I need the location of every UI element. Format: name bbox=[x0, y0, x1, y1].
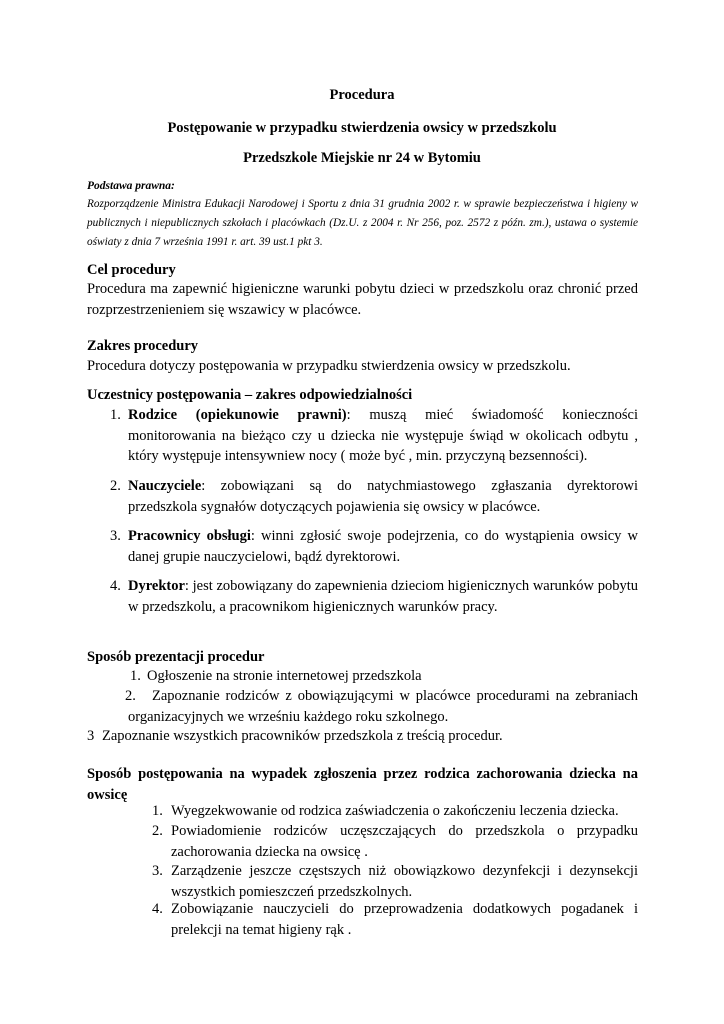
item-description: : jest zobowiązany do zapewnienia dzieciom higienicznych warunków pobytu w przedszkolu, a pracownikom higienicznych warunków pracy. bbox=[128, 578, 638, 615]
participant-item bbox=[110, 526, 638, 567]
goal-text: Procedura ma zapewnić higieniczne warunki pobytu dzieci w przedszkolu oraz chronić przed rozprzestrzenieniem się wszawicy w placówce. bbox=[87, 281, 638, 318]
participant-item bbox=[110, 576, 638, 617]
item-number: 3 bbox=[87, 728, 95, 744]
item-text bbox=[128, 576, 638, 617]
item-text: Zapoznanie wszystkich pracowników przedszkola z treścią procedur. bbox=[102, 728, 503, 744]
goal-title: Cel procedury bbox=[87, 262, 176, 278]
procedure-item bbox=[152, 821, 638, 862]
item-number: 3. bbox=[110, 528, 121, 544]
presentation-item bbox=[130, 666, 638, 687]
scope-text: Procedura dotyczy postępowania w przypadku stwierdzenia owsicy w przedszkolu. bbox=[87, 358, 571, 374]
item-text bbox=[128, 526, 638, 567]
procedure-title: Sposób postępowania na wypadek zgłoszenia przez rodzica zachorowania dziecka na owsicę bbox=[87, 766, 638, 803]
item-text: Zapoznanie rodziców z obowiązującymi w placówce procedurami na zebraniach organizacyjnych we wrześniu każdego roku szkolnego. bbox=[128, 688, 638, 725]
item-number: 3. bbox=[152, 863, 163, 879]
legal-basis-text: Rozporządzenie Ministra Edukacji Narodowej i Sportu z dnia 31 grudnia 2002 r. w sprawie bezpieczeństwa i higieny w publicznych i niepublicznych szkołach i placówkach (Dz.U. z 2004 r. Nr 256, poz. 2572 z późn. zm.), ustawa o systemie oświaty z dnia 7 września 1991 r. art. 39 ust.1 pkt 3. bbox=[87, 198, 638, 248]
participant-item bbox=[110, 476, 638, 517]
procedure-item bbox=[152, 801, 638, 822]
item-number: 1. bbox=[152, 803, 163, 819]
item-text: Wyegzekwowanie od rodzica zaświadczenia o zakończeniu leczenia dziecka. bbox=[171, 803, 619, 819]
item-description: : zobowiązani są do natychmiastowego zgłaszania dyrektorowi przedszkola sygnałów dotyczących pojawienia się owsicy w placówce. bbox=[128, 478, 638, 515]
scope-title: Zakres procedury bbox=[87, 338, 199, 354]
item-number: 4. bbox=[110, 578, 121, 594]
item-number: 2. bbox=[152, 823, 163, 839]
item-label: Rodzice (opiekunowie prawni) bbox=[128, 407, 347, 423]
procedure-item bbox=[152, 899, 638, 940]
item-text bbox=[128, 476, 638, 517]
procedure-item bbox=[152, 861, 638, 902]
document-subtitle: Postępowanie w przypadku stwierdzenia owsicy w przedszkolu bbox=[167, 120, 557, 136]
item-text: Zarządzenie jeszcze częstszych niż obowiązkowo dezynfekcji i dezynsekcji wszystkich pomieszczeń przedszkolnych. bbox=[171, 863, 638, 900]
item-text: Zobowiązanie nauczycieli do przeprowadzenia dodatkowych pogadanek i prelekcji na temat higieny rąk . bbox=[171, 901, 638, 938]
item-description: : muszą mieć świadomość konieczności monitorowania na bieżąco czy u dziecka nie występuje świąd w okolicach odbytu , który występuje intensywniew nocy ( może być , min. przyczyną bezsenności). bbox=[128, 407, 638, 464]
item-number: 4. bbox=[152, 901, 163, 917]
item-description: : winni zgłosić swoje podejrzenia, co do wystąpienia owsicy w danej grupie nauczycielowi, bądź dyrektorowi. bbox=[128, 528, 638, 565]
item-number: 2. bbox=[125, 688, 136, 704]
participant-item bbox=[110, 405, 638, 467]
item-label: Nauczyciele bbox=[128, 478, 202, 494]
presentation-item bbox=[87, 726, 638, 747]
document-title: Procedura bbox=[329, 87, 395, 103]
item-text bbox=[128, 405, 638, 467]
participants-title: Uczestnicy postępowania – zakres odpowiedzialności bbox=[87, 387, 413, 403]
item-number: 2. bbox=[110, 478, 121, 494]
item-number: 1. bbox=[110, 407, 121, 423]
item-text: Ogłoszenie na stronie internetowej przedszkola bbox=[147, 668, 422, 684]
item-label: Dyrektor bbox=[128, 578, 185, 594]
item-text: Powiadomienie rodziców uczęszczających do przedszkola o przypadku zachorowania dziecka na owsicę . bbox=[171, 823, 638, 860]
presentation-title: Sposób prezentacji procedur bbox=[87, 649, 265, 665]
legal-basis-heading: Podstawa prawna: bbox=[87, 180, 175, 192]
item-label: Pracownicy obsługi bbox=[128, 528, 251, 544]
institution-name: Przedszkole Miejskie nr 24 w Bytomiu bbox=[243, 150, 481, 166]
item-number: 1. bbox=[130, 668, 141, 684]
presentation-item bbox=[125, 686, 638, 727]
